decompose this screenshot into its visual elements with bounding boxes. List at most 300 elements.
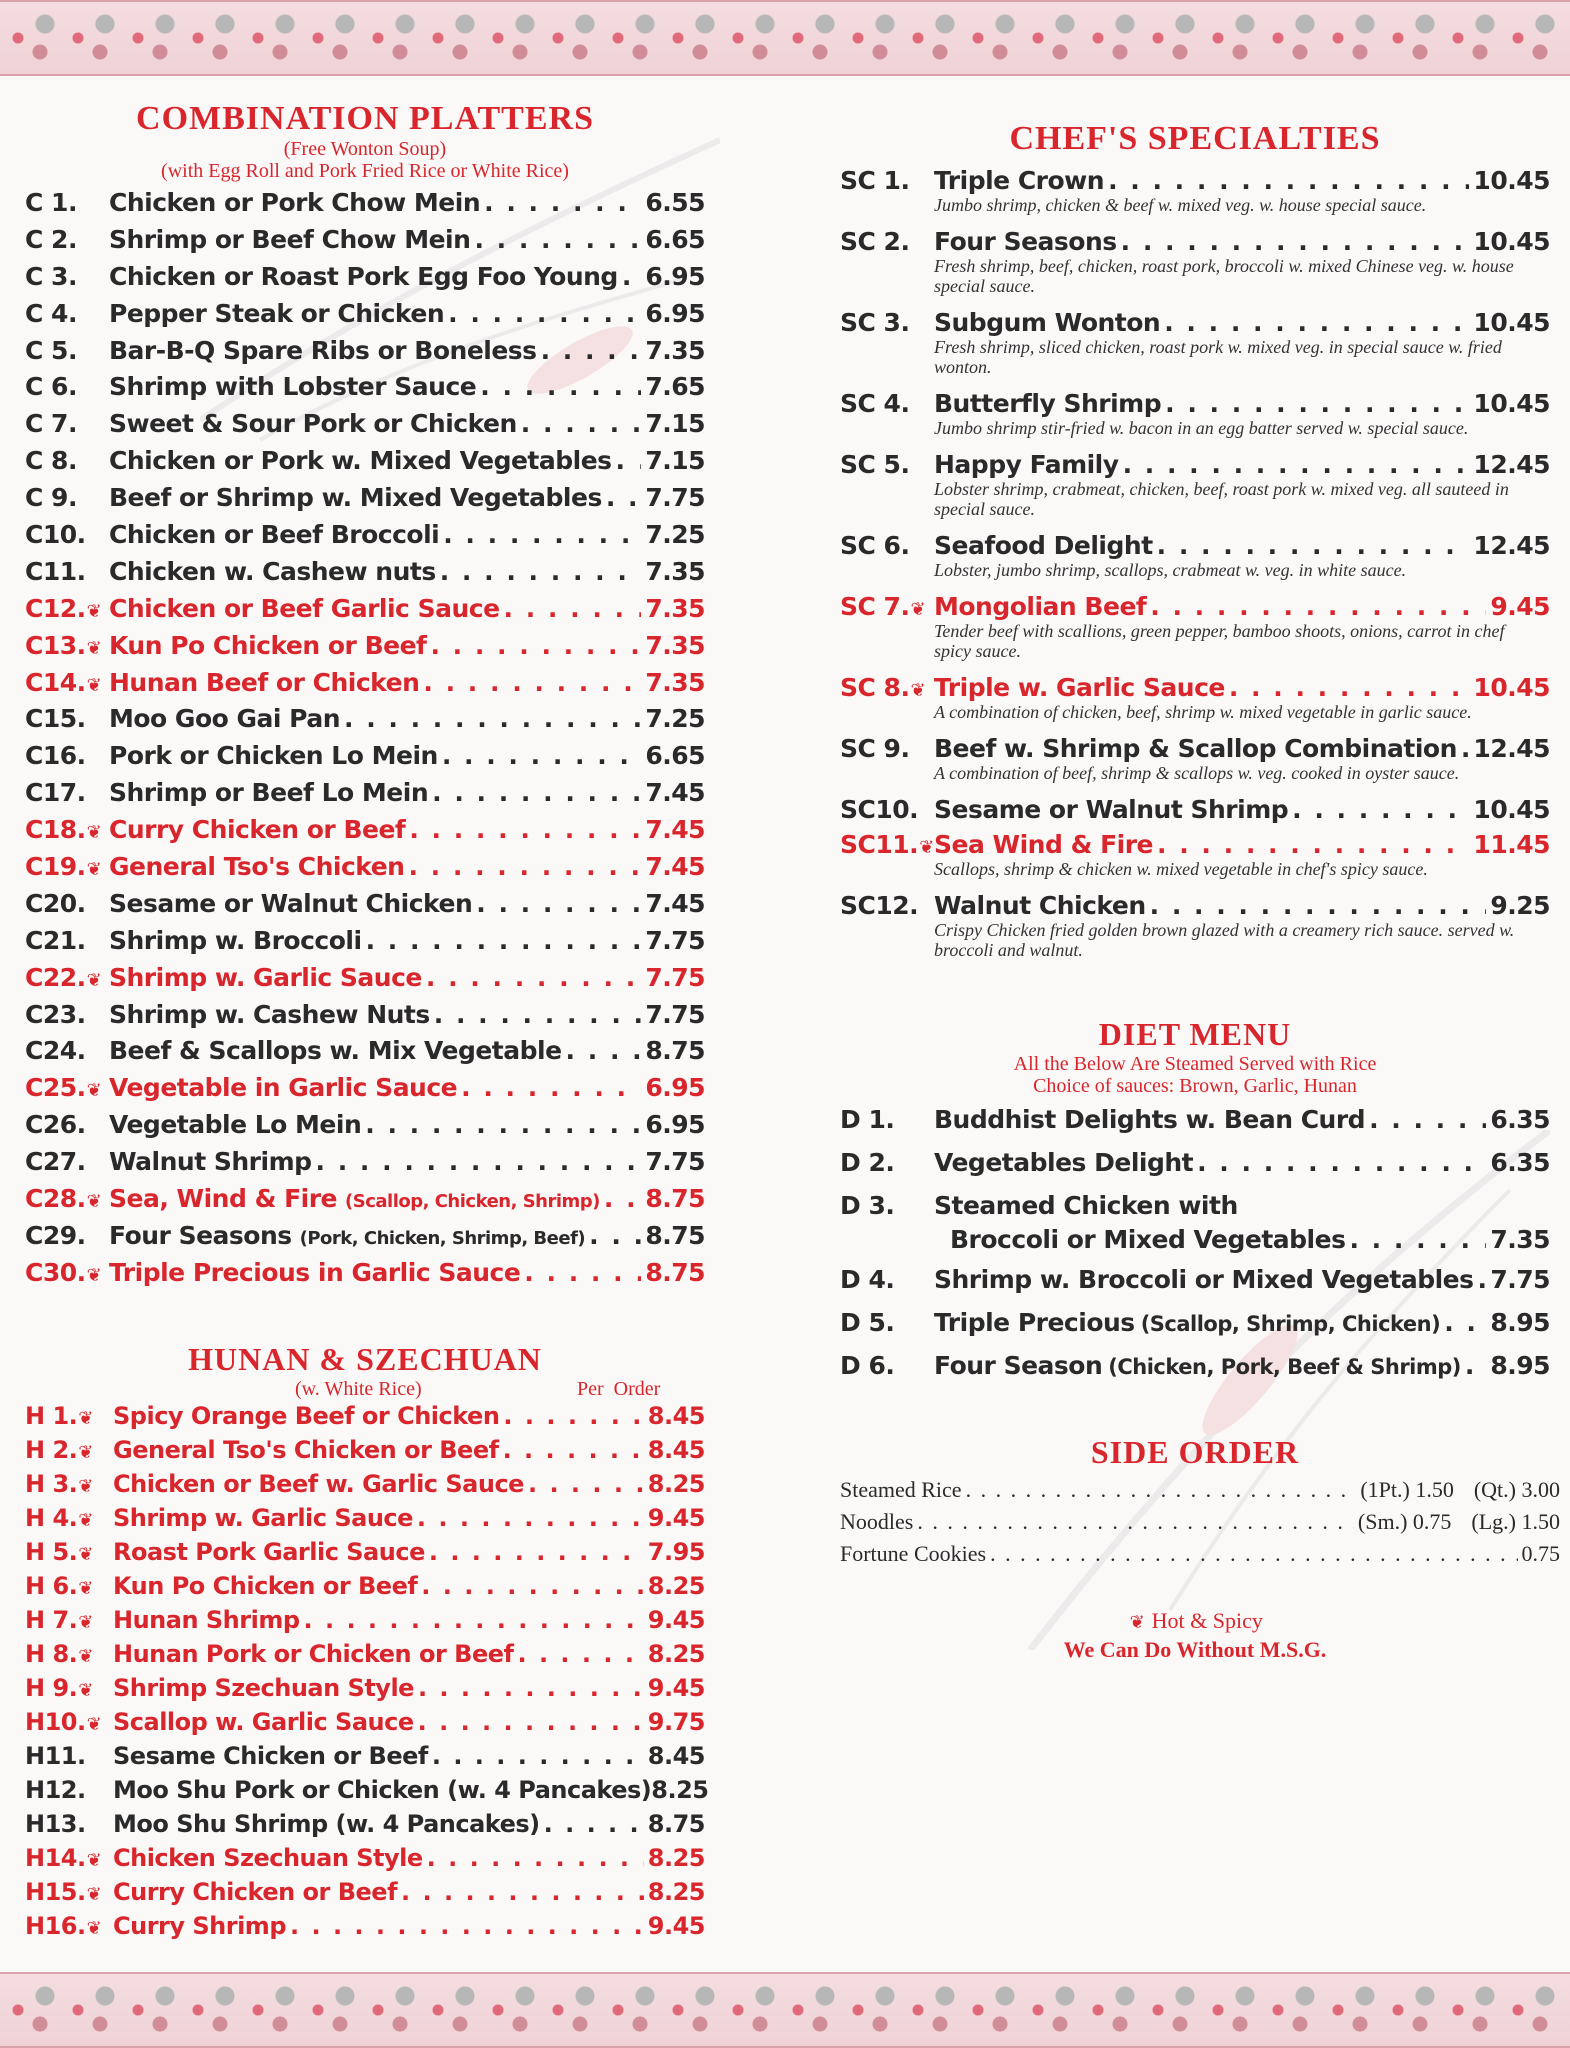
specialty-code-text: SC 8. <box>840 673 910 702</box>
combination-subtitle-1: (Free Wonton Soup) <box>283 138 447 160</box>
combo-item-price: 8.75 <box>645 1036 705 1066</box>
specialty-code <box>840 389 934 418</box>
combo-item-code-text: C16. <box>25 741 86 771</box>
specialty-code-text: SC10. <box>840 795 919 824</box>
pepper-icon: ❦ <box>86 1713 102 1735</box>
specialty-row <box>840 227 1550 256</box>
combo-item-code-text: C 5. <box>25 335 77 365</box>
diet-note: (Chicken, Pork, Beef & Shrimp) <box>1108 1355 1461 1379</box>
combo-item-code <box>25 704 109 733</box>
combo-item-code-text: C 8. <box>25 446 77 476</box>
specialty-item <box>840 795 1550 824</box>
dot-leader <box>432 1742 644 1770</box>
combo-item-row <box>25 815 705 852</box>
hunan-item-code <box>25 1402 113 1430</box>
specialties-title: CHEF'S SPECIALTIES <box>1009 120 1381 157</box>
combo-item-name: Shrimp or Beef Lo Mein <box>109 778 429 808</box>
combo-item-row <box>25 668 705 705</box>
hunan-item-code <box>25 1742 113 1770</box>
hunan-item-name: General Tso's Chicken or Beef <box>113 1435 499 1464</box>
combo-item-row <box>25 778 705 815</box>
combo-item-price: 7.35 <box>645 335 705 365</box>
combo-item-code <box>25 1036 109 1065</box>
dot-leader <box>1444 1308 1486 1337</box>
hunan-item-name: Shrimp Szechuan Style <box>113 1673 414 1702</box>
hunan-item-row <box>25 1504 705 1538</box>
combo-item-name: Shrimp or Beef Chow Mein <box>109 224 471 254</box>
dot-leader <box>1349 1225 1486 1254</box>
combo-item-price: 7.75 <box>645 999 705 1029</box>
combo-item-row <box>25 225 705 262</box>
dot-leader <box>421 1572 643 1600</box>
specialty-price: 10.45 <box>1473 795 1550 824</box>
pepper-icon: ❦ <box>86 1883 102 1905</box>
specialty-code <box>840 166 934 195</box>
dot-leader <box>917 1509 1354 1535</box>
specialty-row <box>840 734 1550 763</box>
dot-leader <box>1150 592 1486 621</box>
pepper-icon: ❦ <box>78 1577 93 1599</box>
combo-item-row <box>25 483 705 520</box>
combo-item-code <box>25 852 109 881</box>
diet-row <box>840 1105 1550 1148</box>
hunan-item-code-text: H 4. <box>25 1503 78 1532</box>
specialty-name: Sea Wind & Fire <box>934 830 1154 859</box>
combo-item-row <box>25 409 705 446</box>
dot-leader <box>1229 673 1470 702</box>
specialty-item <box>840 166 1550 215</box>
combo-item-price: 7.15 <box>645 409 705 439</box>
dot-leader <box>290 1912 644 1940</box>
diet-row <box>840 1265 1550 1308</box>
dot-leader <box>417 1504 644 1532</box>
combo-item-price: 7.45 <box>645 852 705 882</box>
combo-item-code-text: C22. <box>25 962 86 992</box>
hunan-item-row <box>25 1810 705 1844</box>
hunan-item-row <box>25 1878 705 1912</box>
dot-leader <box>1478 1265 1487 1294</box>
combo-item-name: Four Seasons <box>109 1220 292 1250</box>
combo-item-price: 7.75 <box>645 925 705 955</box>
pepper-icon: ❦ <box>86 1917 102 1939</box>
dot-leader <box>440 557 642 586</box>
pepper-icon: ❦ <box>78 1543 93 1565</box>
pepper-icon: ❦ <box>910 680 926 701</box>
hunan-item-code <box>25 1470 113 1498</box>
side-order-size-1: (1Pt.) 1.50 <box>1360 1477 1454 1502</box>
specialty-code-text: SC12. <box>840 891 919 920</box>
dot-leader <box>604 1184 641 1213</box>
specialty-code-text: SC 2. <box>840 227 910 256</box>
combo-item-name: Chicken w. Cashew nuts <box>109 556 436 586</box>
hunan-item-row <box>25 1708 705 1742</box>
hunan-item-name: Curry Shrimp <box>113 1911 286 1940</box>
diet-code: D 6. <box>840 1351 895 1380</box>
hunan-item-price: 9.45 <box>647 1503 705 1532</box>
combination-title: COMBINATION PLATTERS <box>136 100 594 137</box>
specialty-name: Triple Crown <box>934 166 1105 195</box>
combo-item-code-text: C 7. <box>25 409 77 439</box>
specialty-description: Lobster, jumbo shrimp, scallops, crabmeat w. veg. in white sauce. <box>934 560 1407 580</box>
hunan-item-name: Hunan Shrimp <box>113 1605 300 1634</box>
hunan-item-code-text: H15. <box>25 1877 86 1906</box>
diet-row <box>840 1351 1550 1394</box>
hunan-item-code <box>25 1674 113 1702</box>
specialty-item <box>840 389 1550 438</box>
side-order-size-1: (Sm.) 0.75 <box>1357 1509 1452 1534</box>
dot-leader <box>423 668 641 697</box>
combo-item-code-text: C19. <box>25 852 86 882</box>
hunan-item-code <box>25 1878 113 1906</box>
pepper-icon: ❦ <box>78 1441 93 1463</box>
hot-spicy-label: Hot & Spicy <box>1151 1608 1263 1633</box>
dot-leader <box>517 1640 643 1668</box>
diet-subtitle-2: Choice of sauces: Brown, Garlic, Hunan <box>1033 1075 1357 1097</box>
combo-item-code <box>25 225 109 254</box>
combo-item-code-text: C17. <box>25 778 86 808</box>
combo-item-row <box>25 336 705 373</box>
dot-leader <box>544 1810 644 1838</box>
combo-item-name: Vegetable in Garlic Sauce <box>109 1073 458 1103</box>
combo-item-row <box>25 1184 705 1221</box>
combo-item-name: Bar-B-Q Spare Ribs or Boneless <box>109 335 537 365</box>
dot-leader <box>442 741 641 770</box>
dot-leader <box>524 1258 641 1287</box>
dot-leader <box>430 631 641 660</box>
diet-code: D 5. <box>840 1308 895 1337</box>
pepper-icon: ❦ <box>78 1679 93 1701</box>
specialty-item <box>840 891 1550 960</box>
specialty-price: 12.45 <box>1473 531 1550 560</box>
specialty-description: Jumbo shrimp, chicken & beef w. mixed veg. w. house special sauce. <box>934 195 1427 215</box>
specialty-row <box>840 673 1550 702</box>
hunan-item-code <box>25 1776 113 1804</box>
hunan-item-price: 8.75 <box>647 1809 705 1838</box>
dot-leader <box>990 1541 1517 1567</box>
combo-item-price: 6.55 <box>645 188 705 217</box>
specialty-description: Crispy Chicken fried golden brown glazed with a creamery rich sauce. served w. broccoli and walnut. <box>934 920 1515 960</box>
hunan-item-row <box>25 1572 705 1606</box>
hunan-item-price: 8.25 <box>647 1639 705 1668</box>
hunan-item-code <box>25 1538 113 1566</box>
dot-leader <box>966 1477 1357 1503</box>
combo-item-code <box>25 299 109 328</box>
hunan-item-row <box>25 1742 705 1776</box>
combo-item-code <box>25 188 109 217</box>
specialty-code-text: SC 6. <box>840 531 910 560</box>
specialty-code-text: SC 3. <box>840 308 910 337</box>
combination-subtitle-2: (with Egg Roll and Pork Fried Rice or White Rice) <box>161 160 569 182</box>
hunan-item-code <box>25 1640 113 1668</box>
hunan-item-price: 9.45 <box>647 1911 705 1940</box>
dot-leader <box>434 1000 642 1029</box>
dot-leader <box>1157 830 1469 859</box>
combo-item-row <box>25 963 705 1000</box>
combo-item-row <box>25 631 705 668</box>
specialties-list <box>840 166 1550 960</box>
per-order-label: Per Order <box>577 1377 661 1400</box>
combo-item-name: Chicken or Pork Chow Mein <box>109 188 481 217</box>
hunan-item-code <box>25 1708 113 1736</box>
dot-leader <box>418 1674 644 1702</box>
hunan-item-name: Shrimp w. Garlic Sauce <box>113 1503 413 1532</box>
combo-item-code-text: C18. <box>25 815 86 845</box>
dot-leader <box>426 963 641 992</box>
combo-item-price: 8.75 <box>645 1220 705 1250</box>
combo-item-code <box>25 1073 109 1102</box>
hunan-item-code-text: H14. <box>25 1843 86 1872</box>
combo-item-name: Sea, Wind & Fire <box>109 1184 338 1214</box>
combo-item-code <box>25 336 109 365</box>
hunan-item-price: 9.75 <box>647 1707 705 1736</box>
dot-leader <box>503 1402 643 1430</box>
combo-item-code-text: C28. <box>25 1184 86 1214</box>
dot-leader <box>589 1221 641 1250</box>
specialty-name: Sesame or Walnut Shrimp <box>934 795 1289 824</box>
pepper-icon: ❦ <box>919 837 934 858</box>
side-order-list <box>840 1477 1560 1573</box>
hunan-item-name: Roast Pork Garlic Sauce <box>113 1537 425 1566</box>
side-order-size-2: (Qt.) 3.00 <box>1473 1477 1560 1502</box>
hunan-item-code-text: H13. <box>25 1809 86 1838</box>
hunan-item-name: Moo Shu Pork or Chicken (w. 4 Pancakes) <box>113 1775 652 1804</box>
diet-row <box>840 1308 1550 1351</box>
side-order-row <box>840 1541 1560 1573</box>
hunan-item-row <box>25 1775 709 1810</box>
diet-price: 6.35 <box>1490 1105 1550 1134</box>
combo-item-code <box>25 926 109 955</box>
combo-item-price: 7.75 <box>645 483 705 513</box>
specialty-code <box>840 227 934 256</box>
specialty-row <box>840 308 1550 337</box>
hunan-item-name: Sesame Chicken or Beef <box>113 1741 428 1770</box>
hunan-item-name: Curry Chicken or Beef <box>113 1877 398 1906</box>
combo-item-row <box>25 926 705 963</box>
combo-item-name: Walnut Shrimp <box>109 1147 312 1177</box>
dot-leader <box>480 372 641 401</box>
combo-item-name: Chicken or Beef Broccoli <box>109 520 440 550</box>
dot-leader <box>541 336 642 365</box>
specialty-code-text: SC 7. <box>840 592 910 621</box>
dot-leader <box>1465 1351 1486 1380</box>
specialty-row <box>840 891 1550 920</box>
hunan-item-code-text: H 8. <box>25 1639 78 1668</box>
diet-list <box>840 1105 1550 1394</box>
combo-item-price: 8.75 <box>645 1257 705 1287</box>
combo-item-row <box>25 1036 705 1073</box>
specialty-price: 10.45 <box>1473 166 1550 195</box>
hunan-title: HUNAN & SZECHUAN <box>188 1340 542 1377</box>
dot-leader <box>448 299 641 328</box>
specialty-name: Subgum Wonton <box>934 308 1161 337</box>
combo-item-row <box>25 704 705 741</box>
diet-code: D 1. <box>840 1105 895 1134</box>
dot-leader <box>616 446 642 475</box>
specialty-description: Jumbo shrimp stir-fried w. bacon in an egg batter served w. special sauce. <box>934 418 1469 438</box>
diet-name: Shrimp w. Broccoli or Mixed Vegetables <box>934 1265 1474 1294</box>
hunan-item-code-text: H11. <box>25 1741 86 1770</box>
diet-subtitle-1: All the Below Are Steamed Served with Rice <box>1013 1053 1377 1075</box>
specialty-price: 9.45 <box>1490 592 1550 621</box>
pepper-icon: ❦ <box>78 1475 93 1497</box>
hunan-item-price: 8.45 <box>647 1741 705 1770</box>
diet-price: 7.75 <box>1490 1265 1550 1294</box>
footer <box>840 1607 1550 1664</box>
combo-item-code-text: C25. <box>25 1073 86 1103</box>
specialty-code <box>840 891 934 920</box>
combo-item-price: 7.75 <box>645 1147 705 1177</box>
dot-leader <box>1108 166 1469 195</box>
dot-leader <box>429 1538 644 1566</box>
hunan-item-name: Moo Shu Shrimp (w. 4 Pancakes) <box>113 1809 540 1838</box>
hot-spicy-legend <box>840 1607 1550 1636</box>
specialty-code-text: SC 5. <box>840 450 910 479</box>
combo-item-name: Chicken or Beef Garlic Sauce <box>109 593 500 623</box>
hunan-item-name: Kun Po Chicken or Beef <box>113 1571 418 1600</box>
dot-leader <box>1165 389 1469 418</box>
combo-item-price: 7.45 <box>645 815 705 845</box>
pepper-icon: ❦ <box>86 637 102 659</box>
combo-item-row <box>25 889 705 926</box>
specialty-price: 11.45 <box>1473 830 1550 859</box>
hunan-list <box>25 1401 709 1946</box>
hunan-item-code <box>25 1606 113 1634</box>
dot-leader <box>365 1110 641 1139</box>
side-order-name: Steamed Rice <box>840 1477 962 1502</box>
combo-item-code <box>25 409 109 438</box>
combo-item-code-text: C 1. <box>25 188 77 217</box>
specialty-description: A combination of chicken, beef, shrimp w. mixed vegetable in garlic sauce. <box>934 702 1472 722</box>
specialty-code-text: SC 4. <box>840 389 910 418</box>
hunan-item-row <box>25 1606 705 1640</box>
side-order-size-2: (Lg.) 1.50 <box>1471 1509 1560 1534</box>
dot-leader <box>622 262 642 291</box>
combo-item-row <box>25 520 705 557</box>
combo-item-row <box>25 1258 705 1295</box>
combo-item-name: Pork or Chicken Lo Mein <box>109 741 438 771</box>
pepper-icon: ❦ <box>78 1611 93 1633</box>
specialty-name: Four Seasons <box>934 227 1117 256</box>
diet-price: 6.35 <box>1490 1148 1550 1177</box>
hunan-item-price: 9.45 <box>647 1605 705 1634</box>
hunan-item-code-text: H 3. <box>25 1469 78 1498</box>
specialty-item <box>840 673 1550 722</box>
combo-item-note: (Scallop, Chicken, Shrimp) <box>345 1191 600 1213</box>
combo-item-code <box>25 1221 109 1250</box>
combo-item-code-text: C11. <box>25 556 86 586</box>
specialty-name: Happy Family <box>934 450 1119 479</box>
hunan-item-row <box>25 1538 705 1572</box>
combo-item-name: Hunan Beef or Chicken <box>109 667 420 697</box>
specialty-row <box>840 531 1550 560</box>
combo-item-name: Curry Chicken or Beef <box>109 815 406 845</box>
dot-leader <box>484 188 641 217</box>
combo-item-code-text: C12. <box>25 593 86 623</box>
side-order-title: SIDE ORDER <box>1090 1434 1300 1470</box>
msg-note: We Can Do Without M.S.G. <box>1063 1637 1327 1662</box>
specialty-price: 10.45 <box>1473 673 1550 702</box>
combo-item-row <box>25 1000 705 1037</box>
combo-item-code-text: C27. <box>25 1147 86 1177</box>
combo-item-row <box>25 299 705 336</box>
specialty-name: Seafood Delight <box>934 531 1153 560</box>
combo-item-price: 7.35 <box>645 593 705 623</box>
combo-item-code-text: C14. <box>25 667 86 697</box>
pepper-icon: ❦ <box>86 969 102 991</box>
dot-leader <box>504 594 642 623</box>
combo-item-code <box>25 815 109 844</box>
combo-item-name: Beef or Shrimp w. Mixed Vegetables <box>109 483 602 513</box>
diet-name: Triple Precious <box>934 1308 1135 1337</box>
hunan-item-code-text: H 6. <box>25 1571 78 1600</box>
combo-item-name: Triple Precious in Garlic Sauce <box>109 1257 521 1287</box>
side-order-row <box>840 1509 1560 1541</box>
specialty-row <box>840 389 1550 418</box>
hunan-item-row <box>25 1402 705 1436</box>
dot-leader <box>461 1073 641 1102</box>
combo-item-name: Chicken or Pork w. Mixed Vegetables <box>109 446 612 476</box>
hunan-item-code-text: H10. <box>25 1707 86 1736</box>
combo-item-row <box>25 1110 705 1147</box>
hunan-item-code <box>25 1436 113 1464</box>
pepper-icon: ❦ <box>1129 1612 1145 1632</box>
hunan-item-code <box>25 1504 113 1532</box>
specialty-name: Walnut Chicken <box>934 891 1146 920</box>
combo-item-row <box>25 446 705 483</box>
combo-item-row <box>25 262 705 299</box>
hunan-item-name: Chicken Szechuan Style <box>113 1843 423 1872</box>
combo-item-code-text: C 6. <box>25 372 77 402</box>
specialty-row <box>840 166 1550 195</box>
pepper-icon: ❦ <box>86 1080 102 1102</box>
specialty-code-text: SC11. <box>840 830 919 859</box>
hunan-item-price: 8.25 <box>647 1843 705 1872</box>
combo-item-code-text: C15. <box>25 704 86 734</box>
combo-item-code-text: C 3. <box>25 261 77 291</box>
dot-leader <box>401 1878 644 1906</box>
combo-item-code-text: C20. <box>25 888 86 918</box>
combo-item-code <box>25 520 109 549</box>
hunan-item-price: 8.25 <box>647 1469 705 1498</box>
specialty-price: 10.45 <box>1473 227 1550 256</box>
combo-item-code <box>25 1110 109 1139</box>
pepper-icon: ❦ <box>86 1264 102 1286</box>
hunan-item-row <box>25 1674 705 1708</box>
dot-leader <box>1164 308 1469 337</box>
combo-item-name: Chicken or Roast Pork Egg Foo Young <box>109 261 618 291</box>
combo-item-code-text: C13. <box>25 630 86 660</box>
pepper-icon: ❦ <box>86 674 102 696</box>
specialty-code <box>840 450 934 479</box>
specialty-description: Tender beef with scallions, green pepper, bamboo shoots, onions, carrot in chef spicy sauce. <box>934 621 1505 661</box>
combo-item-code <box>25 557 109 586</box>
combo-item-name: Sweet & Sour Pork or Chicken <box>109 409 517 439</box>
pepper-icon: ❦ <box>78 1645 93 1667</box>
hunan-item-price: 8.45 <box>647 1435 705 1464</box>
combo-item-name: General Tso's Chicken <box>109 852 405 882</box>
specialty-code-text: SC 1. <box>840 166 910 195</box>
diet-row <box>840 1191 1550 1225</box>
combo-item-name: Shrimp w. Broccoli <box>109 925 362 955</box>
diet-note: (Scallop, Shrimp, Chicken) <box>1140 1312 1441 1336</box>
hunan-item-price: 9.45 <box>647 1673 705 1702</box>
combo-item-code <box>25 668 109 697</box>
specialty-code-text: SC 9. <box>840 734 910 763</box>
hunan-item-price: 8.25 <box>647 1571 705 1600</box>
pepper-icon: ❦ <box>78 1407 93 1429</box>
hunan-subtitle: (w. White Rice) <box>295 1377 422 1400</box>
dot-leader <box>1369 1105 1486 1134</box>
